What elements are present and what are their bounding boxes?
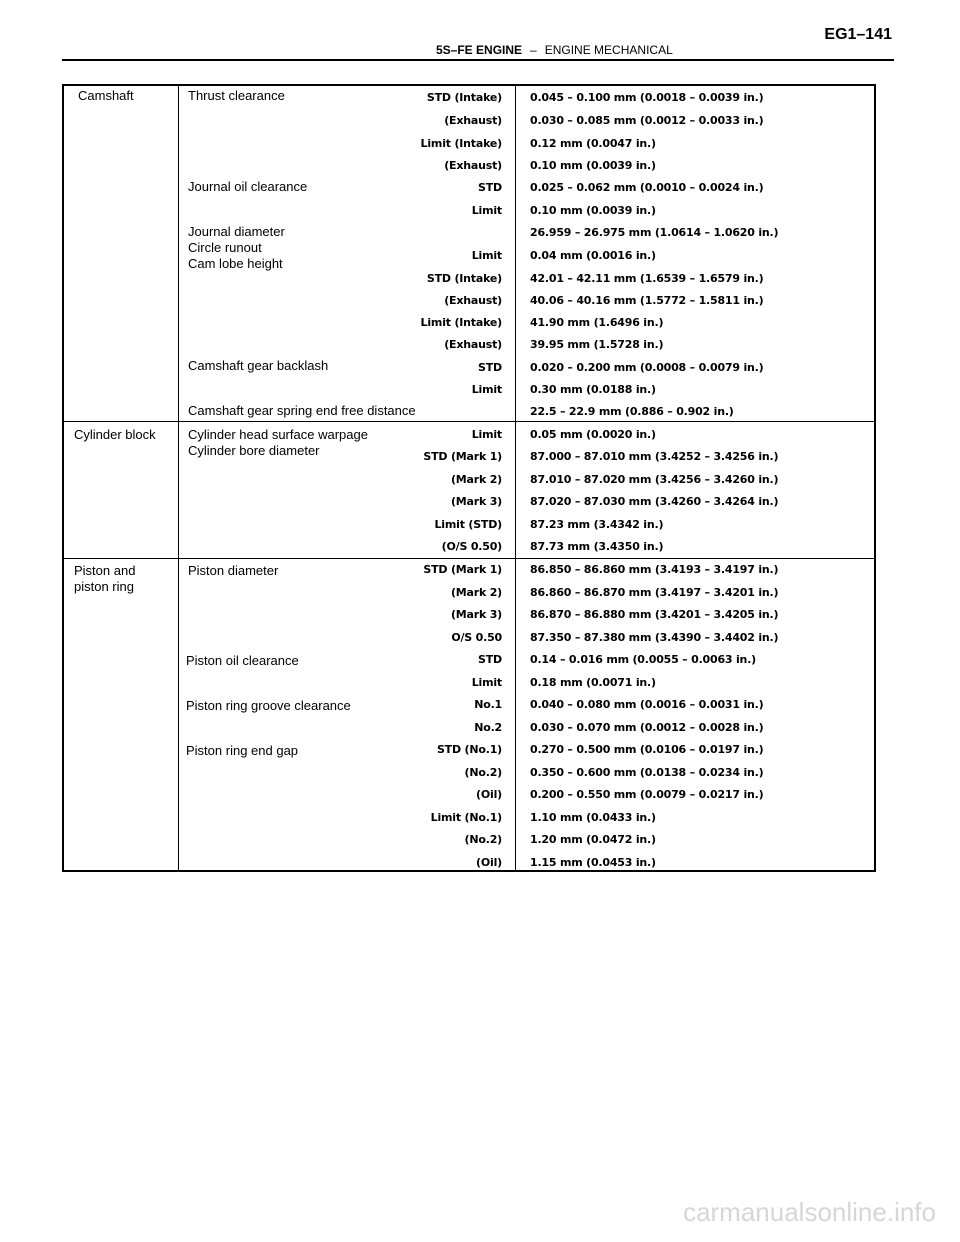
condition-label: STD bbox=[478, 361, 502, 374]
spec-value: 26.959 – 26.975 mm (1.0614 – 1.0620 in.) bbox=[530, 226, 779, 239]
item-piston-oil-clearance: Piston oil clearance bbox=[186, 653, 299, 668]
category-camshaft: Camshaft bbox=[78, 88, 134, 103]
item-journal-oil-clearance: Journal oil clearance bbox=[188, 179, 308, 194]
section-divider-piston bbox=[64, 558, 874, 559]
condition-label: (Oil) bbox=[476, 788, 502, 801]
service-spec-table bbox=[62, 84, 876, 872]
condition-label: Limit bbox=[471, 204, 502, 217]
condition-label: Limit bbox=[471, 428, 502, 441]
column-divider-category bbox=[178, 86, 179, 870]
category-cylinder-block: Cylinder block bbox=[74, 427, 156, 442]
running-header bbox=[436, 43, 673, 57]
condition-label: (Mark 2) bbox=[450, 473, 502, 486]
condition-label: (Exhaust) bbox=[444, 114, 502, 127]
category-piston-and-piston-ring bbox=[74, 563, 135, 595]
condition-label: (Exhaust) bbox=[444, 159, 502, 172]
spec-value: 0.025 – 0.062 mm (0.0010 – 0.0024 in.) bbox=[530, 181, 764, 194]
spec-value: 0.200 – 0.550 mm (0.0079 – 0.0217 in.) bbox=[530, 788, 764, 801]
category-line: piston ring bbox=[74, 579, 134, 594]
page-number: EG1–141 bbox=[824, 26, 892, 43]
condition-label: (No.2) bbox=[464, 833, 502, 846]
condition-label: No.2 bbox=[474, 721, 502, 734]
spec-value: 86.860 – 86.870 mm (3.4197 – 3.4201 in.) bbox=[530, 586, 779, 599]
condition-label: (Exhaust) bbox=[444, 294, 502, 307]
spec-value: 86.850 – 86.860 mm (3.4193 – 3.4197 in.) bbox=[530, 563, 779, 576]
condition-label: (Mark 3) bbox=[450, 495, 502, 508]
spec-value: 87.73 mm (3.4350 in.) bbox=[530, 540, 664, 553]
item-cam-lobe-height: Cam lobe height bbox=[188, 256, 283, 271]
category-line: Piston and bbox=[74, 563, 136, 578]
header-chapter: ENGINE MECHANICAL bbox=[544, 43, 673, 57]
condition-label: STD (Mark 1) bbox=[423, 563, 502, 576]
condition-label: Limit (STD) bbox=[434, 518, 502, 531]
spec-value: 0.10 mm (0.0039 in.) bbox=[530, 204, 656, 217]
condition-label: STD (Intake) bbox=[426, 272, 502, 285]
spec-value: 1.10 mm (0.0433 in.) bbox=[530, 811, 656, 824]
condition-label: (Oil) bbox=[476, 856, 502, 869]
spec-value: 42.01 – 42.11 mm (1.6539 – 1.6579 in.) bbox=[530, 272, 764, 285]
page-header bbox=[62, 0, 894, 62]
condition-label: STD bbox=[478, 181, 502, 194]
spec-value: 0.270 – 0.500 mm (0.0106 – 0.0197 in.) bbox=[530, 743, 764, 756]
spec-value: 0.10 mm (0.0039 in.) bbox=[530, 159, 656, 172]
spec-value: 87.020 – 87.030 mm (3.4260 – 3.4264 in.) bbox=[530, 495, 779, 508]
condition-label: No.1 bbox=[474, 698, 502, 711]
spec-value: 0.14 – 0.016 mm (0.0055 – 0.0063 in.) bbox=[530, 653, 756, 666]
section-divider-cylinder-block bbox=[64, 421, 874, 422]
spec-value: 0.18 mm (0.0071 in.) bbox=[530, 676, 656, 689]
header-section: 5S–FE ENGINE bbox=[436, 43, 523, 57]
spec-value: 0.030 – 0.085 mm (0.0012 – 0.0033 in.) bbox=[530, 114, 764, 127]
header-separator: – bbox=[530, 43, 537, 57]
watermark: carmanualsonline.info bbox=[683, 1197, 936, 1227]
spec-value: 1.20 mm (0.0472 in.) bbox=[530, 833, 656, 846]
condition-label: Limit bbox=[471, 249, 502, 262]
item-piston-ring-groove-clearance: Piston ring groove clearance bbox=[186, 698, 351, 713]
condition-label: Limit (Intake) bbox=[420, 316, 502, 329]
spec-value: 0.350 – 0.600 mm (0.0138 – 0.0234 in.) bbox=[530, 766, 764, 779]
spec-value: 0.12 mm (0.0047 in.) bbox=[530, 137, 656, 150]
item-cylinder-head-surface-warpage: Cylinder head surface warpage bbox=[188, 427, 368, 442]
item-piston-ring-end-gap: Piston ring end gap bbox=[186, 743, 299, 758]
spec-value: 87.23 mm (3.4342 in.) bbox=[530, 518, 664, 531]
header-rule bbox=[62, 59, 894, 61]
item-camshaft-gear-spring-free-distance: Camshaft gear spring end free distance bbox=[188, 403, 416, 418]
spec-value: 87.000 – 87.010 mm (3.4252 – 3.4256 in.) bbox=[530, 450, 779, 463]
spec-value: 1.15 mm (0.0453 in.) bbox=[530, 856, 656, 869]
condition-label: (Mark 3) bbox=[450, 608, 502, 621]
spec-value: 40.06 – 40.16 mm (1.5772 – 1.5811 in.) bbox=[530, 294, 764, 307]
spec-value: 0.020 – 0.200 mm (0.0008 – 0.0079 in.) bbox=[530, 361, 764, 374]
condition-label: Limit bbox=[471, 676, 502, 689]
condition-label: STD bbox=[478, 653, 502, 666]
condition-label: Limit (Intake) bbox=[420, 137, 502, 150]
spec-value: 86.870 – 86.880 mm (3.4201 – 3.4205 in.) bbox=[530, 608, 779, 621]
spec-value: 41.90 mm (1.6496 in.) bbox=[530, 316, 664, 329]
condition-label: Limit bbox=[471, 383, 502, 396]
column-divider-value bbox=[515, 86, 516, 870]
condition-label: (Exhaust) bbox=[444, 338, 502, 351]
spec-value: 87.010 – 87.020 mm (3.4256 – 3.4260 in.) bbox=[530, 473, 779, 486]
condition-label: STD (Intake) bbox=[426, 91, 502, 104]
spec-value: 0.04 mm (0.0016 in.) bbox=[530, 249, 656, 262]
condition-label: STD (No.1) bbox=[436, 743, 502, 756]
item-circle-runout: Circle runout bbox=[188, 240, 262, 255]
condition-label: (No.2) bbox=[464, 766, 502, 779]
spec-value: 0.30 mm (0.0188 in.) bbox=[530, 383, 656, 396]
spec-value: 0.030 – 0.070 mm (0.0012 – 0.0028 in.) bbox=[530, 721, 764, 734]
condition-label: Limit (No.1) bbox=[430, 811, 502, 824]
condition-label: (O/S 0.50) bbox=[441, 540, 502, 553]
spec-value: 87.350 – 87.380 mm (3.4390 – 3.4402 in.) bbox=[530, 631, 779, 644]
item-thrust-clearance: Thrust clearance bbox=[188, 88, 285, 103]
spec-value: 22.5 – 22.9 mm (0.886 – 0.902 in.) bbox=[530, 405, 734, 418]
spec-value: 0.040 – 0.080 mm (0.0016 – 0.0031 in.) bbox=[530, 698, 764, 711]
spec-value: 39.95 mm (1.5728 in.) bbox=[530, 338, 664, 351]
condition-label: O/S 0.50 bbox=[451, 631, 502, 644]
item-journal-diameter: Journal diameter bbox=[188, 224, 285, 239]
condition-label: (Mark 2) bbox=[450, 586, 502, 599]
item-cylinder-bore-diameter: Cylinder bore diameter bbox=[188, 443, 320, 458]
spec-value: 0.05 mm (0.0020 in.) bbox=[530, 428, 656, 441]
item-piston-diameter: Piston diameter bbox=[188, 563, 279, 578]
condition-label: STD (Mark 1) bbox=[423, 450, 502, 463]
spec-value: 0.045 – 0.100 mm (0.0018 – 0.0039 in.) bbox=[530, 91, 764, 104]
item-camshaft-gear-backlash: Camshaft gear backlash bbox=[188, 358, 329, 373]
